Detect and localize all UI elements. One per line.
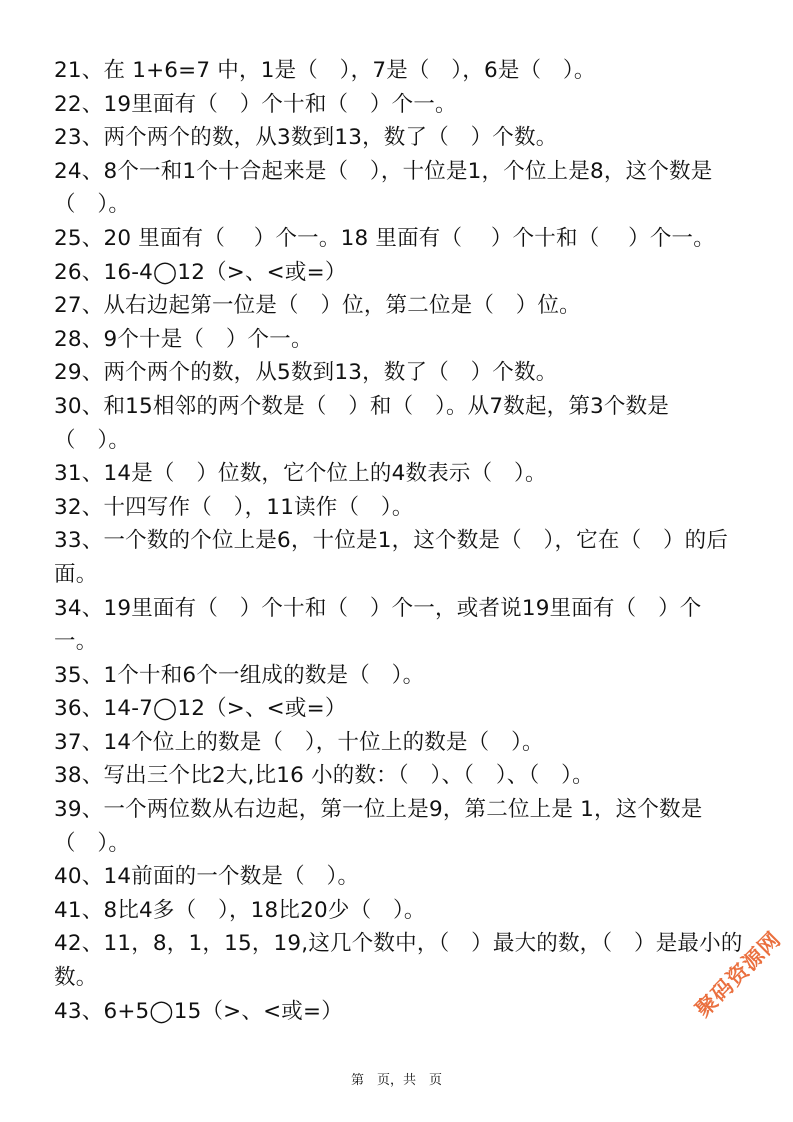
question-30: 30、和15相邻的两个数是（ ）和（ ）。从7数起，第3个数是（ ）。: [54, 393, 670, 453]
question-22: 22、19里面有（ ）个十和（ ）个一。: [54, 91, 457, 117]
question-36: 36、14-7◯12（>、<或=）: [54, 696, 347, 722]
question-40: 40、14前面的一个数是（ ）。: [54, 864, 360, 890]
question-list: [54, 54, 744, 1028]
page-footer: 第 页，共 页: [350, 1073, 442, 1088]
question-42: 42、11，8，1，15，19,这几个数中，（ ）最大的数，（ ）是最小的数。: [54, 931, 743, 991]
question-23: 23、两个两个的数，从3数到13，数了（ ）个数。: [54, 125, 558, 151]
question-27: 27、从右边起第一位是（ ）位，第二位是（ ）位。: [54, 293, 581, 319]
question-34: 34、19里面有（ ）个十和（ ）个一，或者说19里面有（ ）个一。: [54, 595, 702, 655]
question-25: 25、20 里面有（ ）个一。18 里面有（ ）个十和（ ）个一。: [54, 225, 715, 251]
question-37: 37、14个位上的数是（ ），十位上的数是（ ）。: [54, 729, 544, 755]
question-24: 24、8个一和1个十合起来是（ ），十位是1，个位上是8，这个数是（ ）。: [54, 158, 713, 218]
question-32: 32、十四写作（ ），11读作（ ）。: [54, 494, 414, 520]
question-31: 31、14是（ ）位数，它个位上的4数表示（ ）。: [54, 461, 547, 487]
watermark-stamp: 聚码资源网: [690, 927, 786, 1022]
question-43: 43、6+5◯15（>、<或=）: [54, 998, 343, 1024]
question-21: 21、在 1+6=7 中，1是（ ），7是（ ），6是（ ）。: [54, 58, 596, 83]
question-41: 41、8比4多（ ），18比20少（ ）。: [54, 897, 426, 923]
question-28: 28、9个十是（ ）个一。: [54, 326, 313, 352]
question-33: 33、一个数的个位上是6，十位是1，这个数是（ ），它在（ ）的后面。: [54, 528, 729, 587]
question-29: 29、两个两个的数，从5数到13，数了（ ）个数。: [54, 360, 558, 386]
question-35: 35、1个十和6个一组成的数是（ ）。: [54, 662, 425, 688]
question-26: 26、16-4◯12（>、<或=）: [54, 259, 347, 285]
question-39: 39、一个两位数从右边起，第一位上是9，第二位上是 1，这个数是（ ）。: [54, 797, 703, 856]
question-38: 38、写出三个比2大,比16 小的数：（ ）、（ ）、（ ）。: [54, 763, 594, 789]
